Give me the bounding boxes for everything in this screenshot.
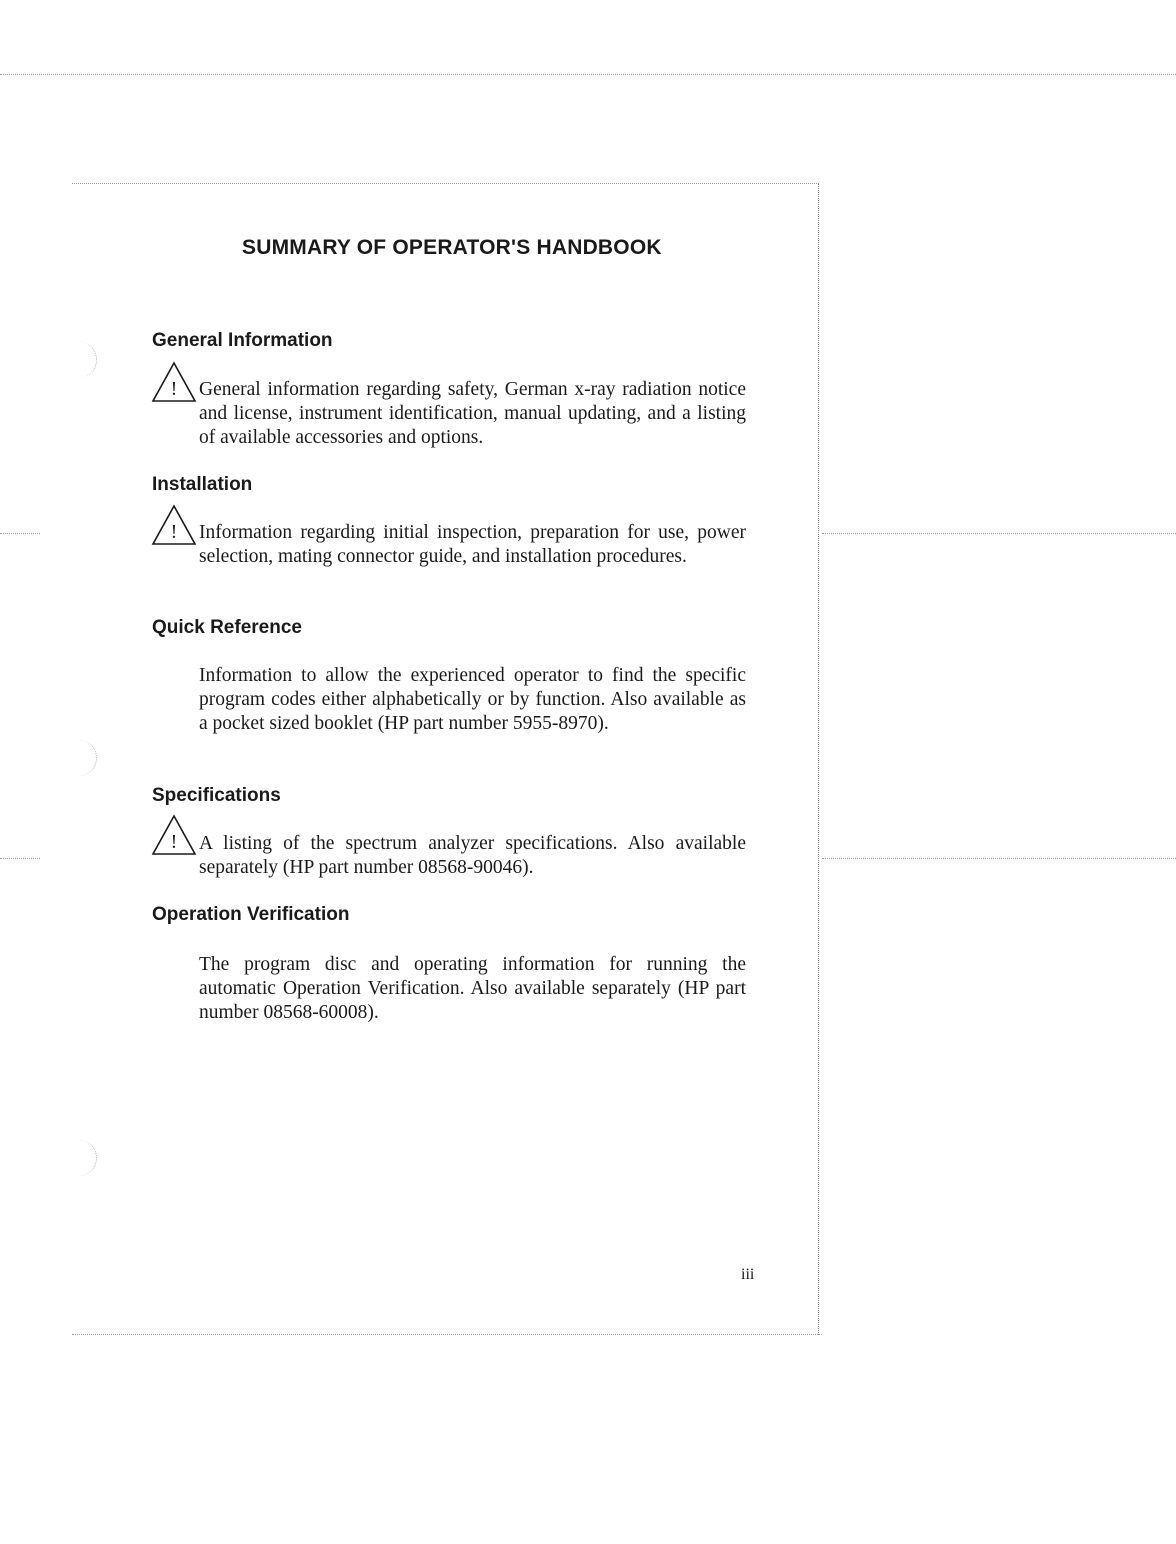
section-heading-quick-reference: Quick Reference	[152, 617, 302, 638]
page-edge-right	[818, 183, 819, 1335]
section-body-installation: Information regarding initial inspection, preparation for use, power selection, mating connector guide, and installation procedures.	[199, 522, 746, 567]
page-edge-top	[72, 183, 817, 184]
section-body-general-information: General information regarding safety, German x-ray radiation notice and license, instrument identification, manual updating, and a listing of available accessories and options.	[199, 379, 746, 448]
page-title: SUMMARY OF OPERATOR'S HANDBOOK	[242, 236, 662, 259]
warning-triangle-icon	[151, 814, 197, 856]
section-body-operation-verification: The program disc and operating information for running the automatic Operation Verification. Also available separately (HP part number 08568-60008).	[199, 954, 746, 1023]
section-body-specifications: A listing of the spectrum analyzer specifications. Also available separately (HP part number 08568-90046).	[199, 833, 746, 878]
scan-artifact-top-line	[0, 74, 1176, 75]
section-body-quick-reference: Information to allow the experienced operator to find the specific program codes either alphabetically or by function. Also available as a pocket sized booklet (HP part number 5955-8970).	[199, 665, 746, 734]
scan-artifact-mid-line	[822, 533, 1176, 534]
section-heading-installation: Installation	[152, 474, 253, 495]
section-heading-general-information: General Information	[152, 330, 333, 351]
section-heading-operation-verification: Operation Verification	[152, 904, 350, 925]
svg-text:!: !	[170, 831, 178, 853]
section-heading-specifications: Specifications	[152, 785, 281, 806]
svg-text:!: !	[170, 378, 178, 400]
binder-hole	[62, 1140, 97, 1176]
scan-artifact-mid-line	[822, 858, 1176, 859]
warning-triangle-icon	[151, 504, 197, 546]
binder-hole	[62, 740, 97, 776]
page-edge-bottom	[72, 1334, 822, 1335]
svg-text:!: !	[170, 521, 178, 543]
page-number: iii	[741, 1266, 755, 1283]
scan-artifact-mid-line	[0, 533, 40, 534]
binder-hole	[62, 342, 97, 378]
warning-triangle-icon	[151, 361, 197, 403]
scan-artifact-mid-line	[0, 858, 40, 859]
